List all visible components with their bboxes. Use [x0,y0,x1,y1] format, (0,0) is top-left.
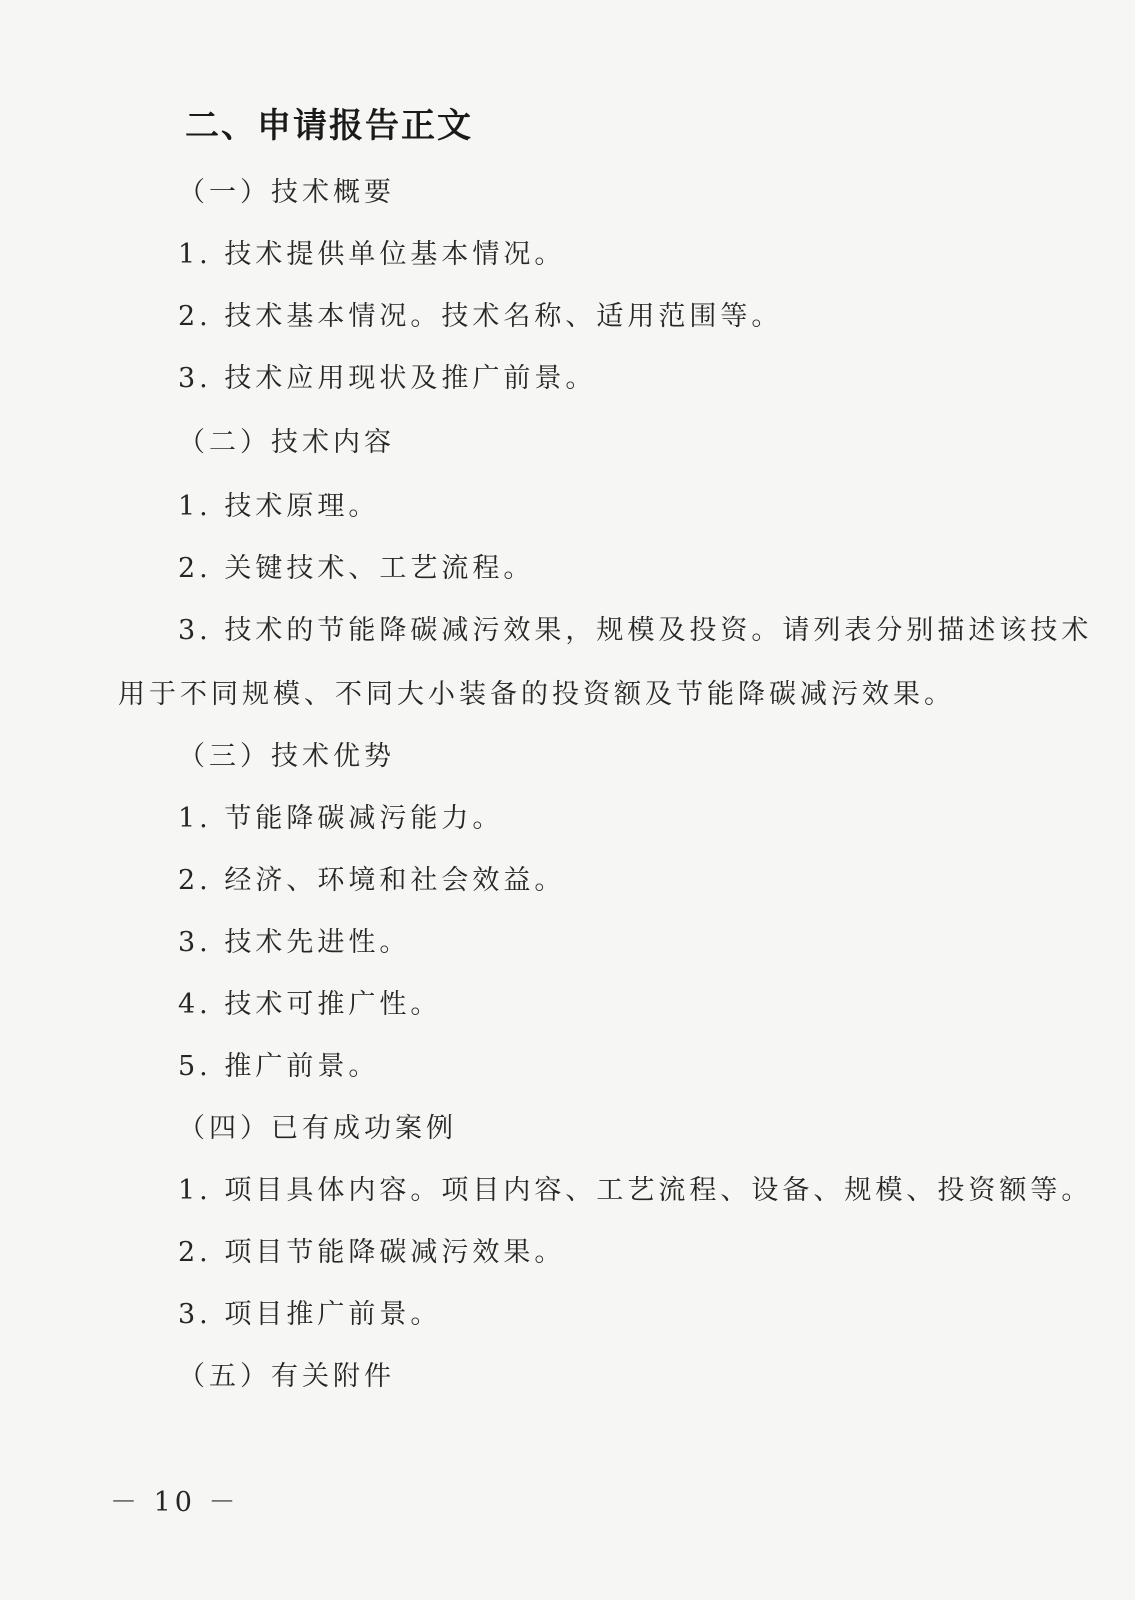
section-heading-technical-content: （二）技术内容 [178,427,395,458]
list-item: 2. 经济、环境和社会效益。 [178,865,566,896]
page-heading: 二、申请报告正文 [185,106,473,146]
list-item: 5. 推广前景。 [178,1051,380,1082]
list-item: 3. 技术的节能降碳减污效果，规模及投资。请列表分别描述该技术 [178,615,1093,646]
section-heading-technical-summary: （一）技术概要 [178,177,395,208]
list-item: 3. 技术应用现状及推广前景。 [178,363,597,394]
list-item: 1. 技术原理。 [178,491,380,522]
list-item: 1. 节能降碳减污能力。 [178,803,504,834]
section-heading-attachments: （五）有关附件 [178,1361,395,1392]
list-item-continuation: 用于不同规模、不同大小装备的投资额及节能降碳减污效果。 [118,679,955,710]
section-heading-technical-advantages: （三）技术优势 [178,741,395,772]
list-item: 1. 项目具体内容。项目内容、工艺流程、设备、规模、投资额等。 [178,1175,1093,1206]
list-item: 4. 技术可推广性。 [178,989,442,1020]
list-item: 1. 技术提供单位基本情况。 [178,239,566,270]
list-item: 2. 关键技术、工艺流程。 [178,553,535,584]
list-item: 3. 技术先进性。 [178,927,411,958]
list-item: 3. 项目推广前景。 [178,1299,442,1330]
page-number: － 10 － [110,1487,240,1518]
section-heading-success-cases: （四）已有成功案例 [178,1113,457,1144]
list-item: 2. 项目节能降碳减污效果。 [178,1237,566,1268]
list-item: 2. 技术基本情况。技术名称、适用范围等。 [178,301,783,332]
